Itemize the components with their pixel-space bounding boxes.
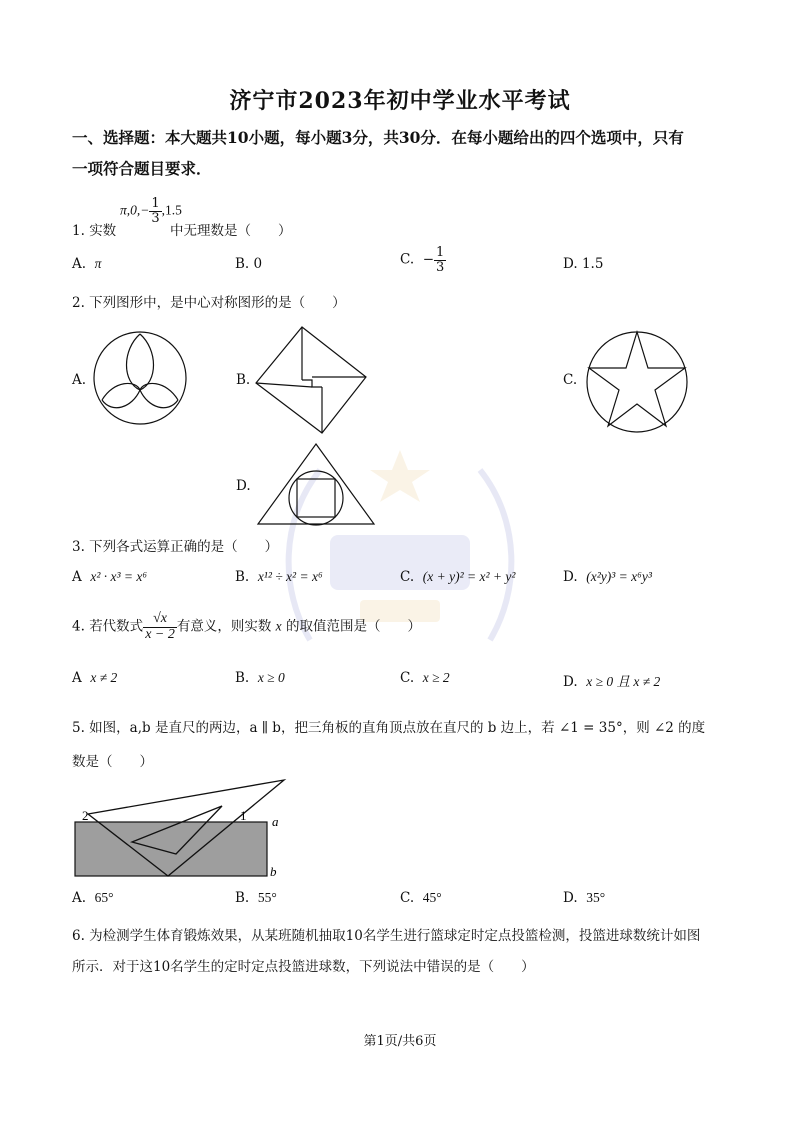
q1-option-a: A. π — [72, 256, 102, 272]
q3-stem: 3. 下列各式运算正确的是（ ） — [72, 539, 279, 555]
q3-option-b: B. x¹² ÷ x² = x⁶ — [235, 569, 323, 585]
q5-option-a: A. 65° — [72, 890, 114, 906]
q5-angle-1-label: 1 — [240, 808, 247, 823]
q4-stem: 4. 若代数式 $\frac{√x}{x - 2}$ 有意义，则实数 x 的取值范围是（ ） — [72, 611, 421, 642]
q1-stem-tail: 中无理数是（ ） — [170, 223, 292, 239]
q2-figure-a — [92, 330, 188, 426]
q4-option-a: A x ≠ 2 — [72, 670, 118, 686]
section-heading-line2: 一项符合题目要求． — [72, 159, 212, 178]
q1-option-b: B. 0 — [235, 256, 263, 272]
q5-option-c: C. 45° — [400, 890, 442, 906]
q1-option-d: D. 1.5 — [563, 256, 604, 272]
q1-stem: 1. 实数 — [72, 223, 117, 239]
page-footer: 第1页/共6页 — [363, 1034, 437, 1049]
q5-stem-line2: 数是（ ） — [72, 754, 153, 770]
q2-label-b: B. — [236, 372, 251, 388]
q4-option-d: D. x ≥ 0 且 x ≠ 2 — [563, 674, 661, 690]
q3-option-a: A x² · x³ = x⁶ — [72, 569, 148, 585]
q5-edge-b-label: b — [270, 864, 277, 879]
q3-option-d: D. (x²y)³ = x⁶y³ — [563, 569, 652, 585]
page-title: 济宁市2023年初中学业水平考试 — [229, 88, 571, 114]
q4-option-b: B. x ≥ 0 — [235, 670, 285, 686]
q5-option-b: B. 55° — [235, 890, 277, 906]
q5-angle-2-label: 2 — [82, 808, 89, 823]
q6-stem-line1: 6. 为检测学生体育锻炼效果，从某班随机抽取10名学生进行篮球定时定点投篮检测，投篮进球数统计如图 — [72, 928, 701, 944]
q3-option-c: C. (x + y)² = x² + y² — [400, 569, 516, 585]
q5-figure-ruler-triangle — [72, 776, 292, 880]
q5-edge-a-label: a — [272, 814, 279, 829]
q2-figure-c — [585, 330, 689, 434]
q2-label-a: A. — [72, 372, 87, 388]
q2-stem: 2. 下列图形中，是中心对称图形的是（ ） — [72, 295, 346, 311]
q2-figure-b — [252, 325, 372, 435]
q4-option-c: C. x ≥ 2 — [400, 670, 450, 686]
section-heading-line1: 一、选择题：本大题共10小题，每小题3分，共30分．在每小题给出的四个选项中，只有 — [72, 128, 684, 147]
q1-option-c: C. − $\frac{1}{3}$ — [400, 245, 445, 275]
q1-numbers: π,0,− $\frac{1}{3}$ ,1.5 — [120, 196, 182, 226]
q2-label-c: C. — [563, 372, 578, 388]
q2-figure-d — [256, 442, 376, 526]
q5-stem-line1: 5. 如图，a,b 是直尺的两边，a ∥ b，把三角板的直角顶点放在直尺的 b 边上，若 ∠1 = 35°，则 ∠2 的度 — [72, 720, 706, 736]
q6-stem-line2: 所示．对于这10名学生的定时定点投篮进球数，下列说法中错误的是（ ） — [72, 959, 535, 975]
q5-option-d: D. 35° — [563, 890, 606, 906]
q2-label-d: D. — [236, 478, 251, 494]
